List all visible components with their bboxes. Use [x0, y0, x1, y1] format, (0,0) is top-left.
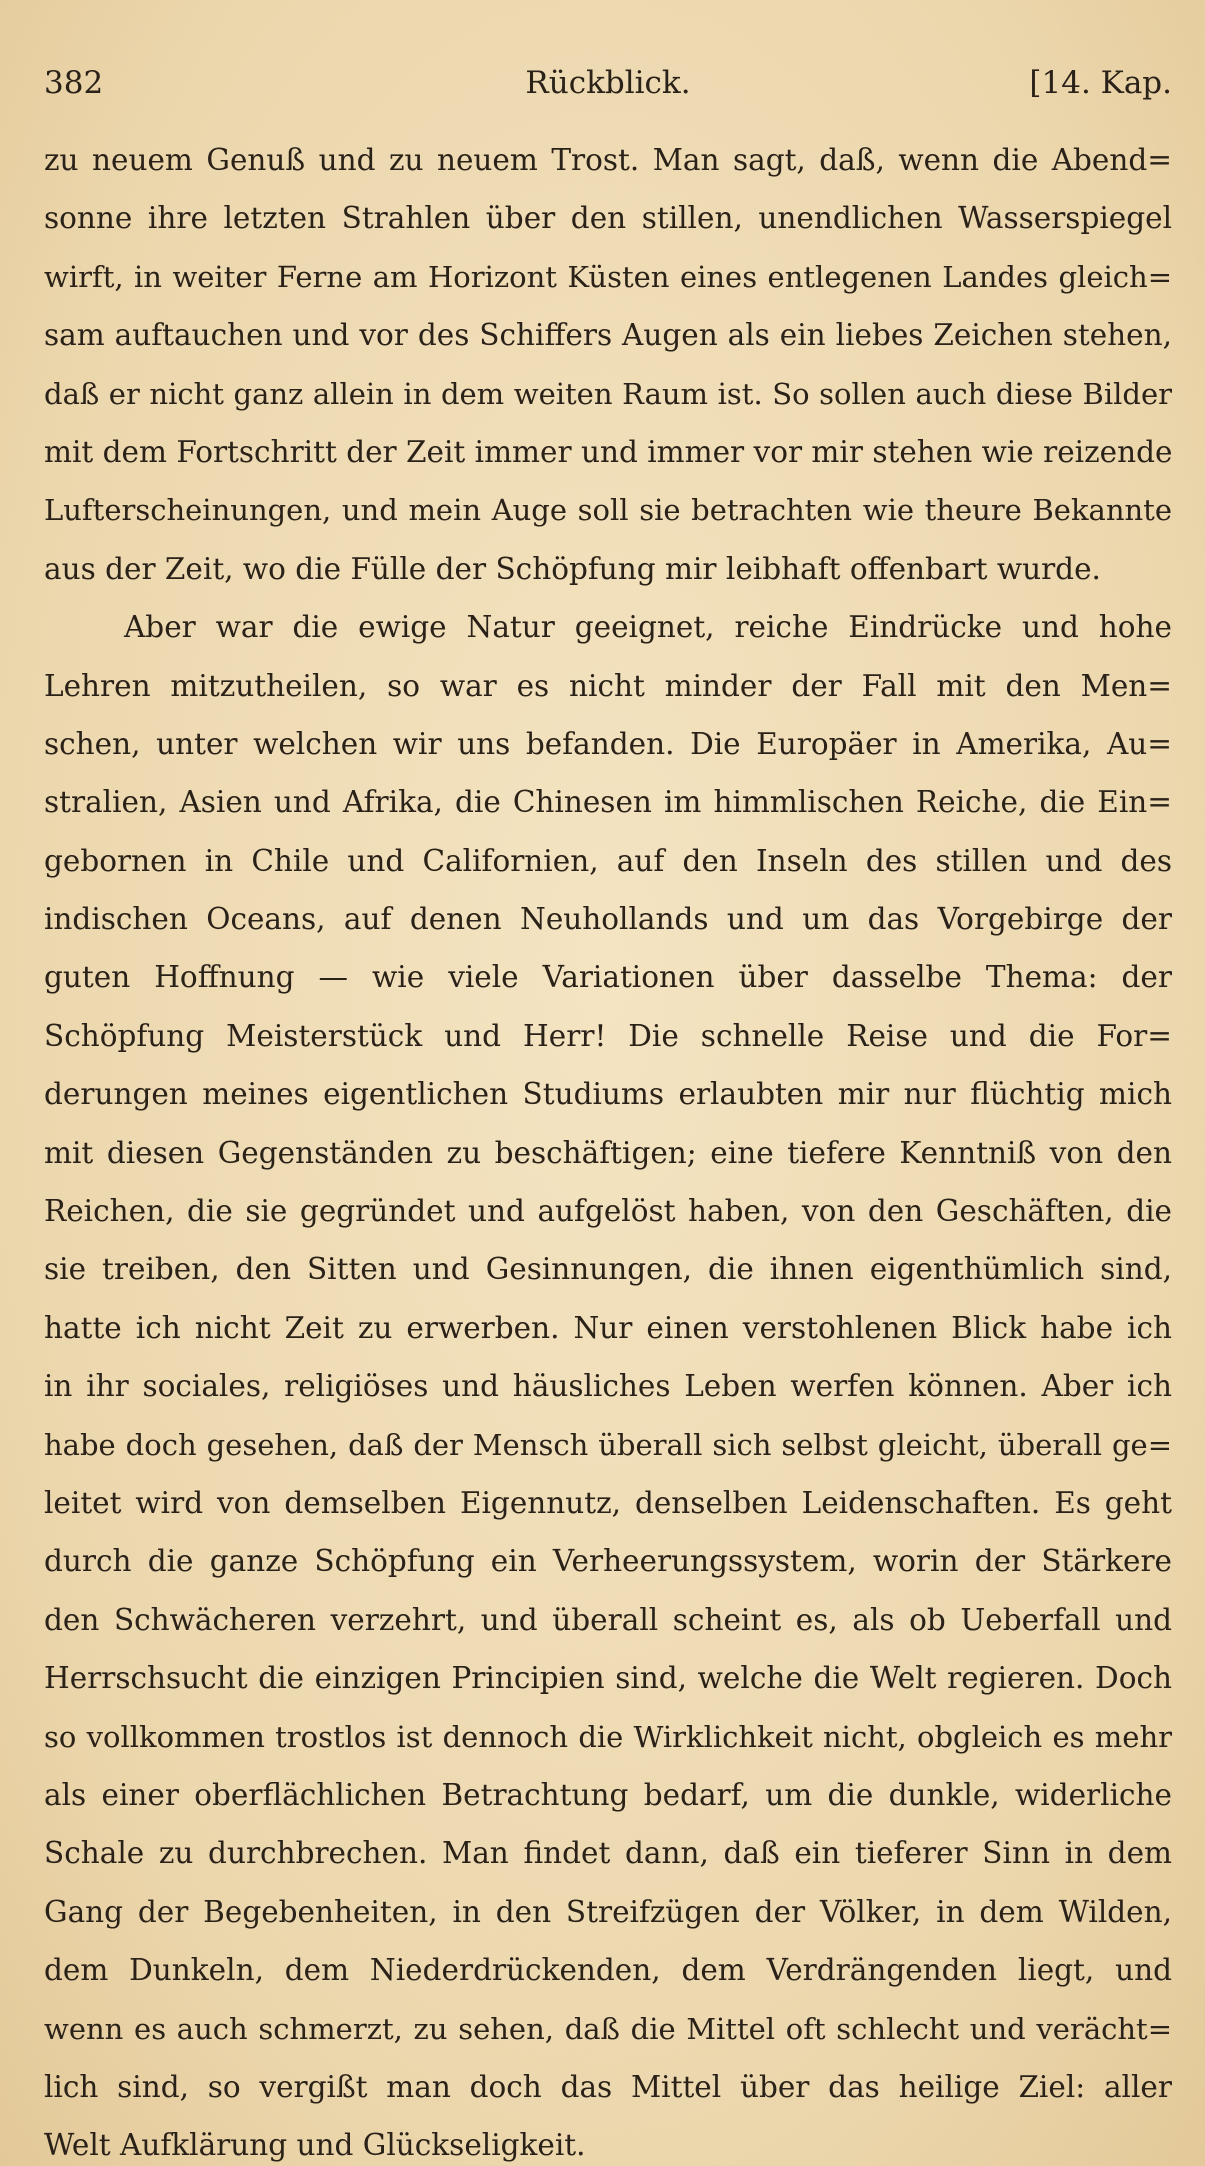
text-line: derungen meines eigentlichen Studiums erlaubten mir nur flüchtig mich	[44, 1077, 1172, 1112]
text-line: Reichen, die sie gegründet und aufgelöst haben, von den Geschäften, die	[44, 1194, 1172, 1229]
text-line: den Schwächeren verzehrt, und überall scheint es, als ob Ueberfall und	[44, 1602, 1172, 1637]
text-line: Schale zu durchbrechen. Man findet dann, daß ein tieferer Sinn in dem	[44, 1836, 1172, 1871]
text-line: sie treiben, den Sitten und Gesinnungen, die ihnen eigenthümlich sind,	[44, 1252, 1172, 1287]
text-line: Aber war die ewige Natur geeignet, reiche Eindrücke und hohe	[124, 610, 1172, 645]
text-line: daß er nicht ganz allein in dem weiten Raum ist. So sollen auch diese Bilder	[44, 376, 1172, 411]
text-line: lich sind, so vergißt man doch das Mittel über das heilige Ziel: aller	[44, 2069, 1172, 2104]
page-header	[44, 58, 1172, 108]
text-line: hatte ich nicht Zeit zu erwerben. Nur einen verstohlenen Blick habe ich	[44, 1310, 1172, 1345]
paragraph-1	[44, 131, 1172, 598]
page-number: 382	[44, 65, 104, 101]
chapter-reference: [14. Kap.	[1029, 65, 1172, 101]
text-line: sonne ihre letzten Strahlen über den stillen, unendlichen Wasserspiegel	[44, 201, 1172, 236]
text-line: guten Hoffnung — wie viele Variationen über dasselbe Thema: der	[44, 960, 1172, 995]
text-line: habe doch gesehen, daß der Mensch überall sich selbst gleicht, überall ge=	[44, 1427, 1172, 1462]
running-title: Rückblick.	[525, 65, 691, 101]
text-line: schen, unter welchen wir uns befanden. Die Europäer in Amerika, Au=	[44, 726, 1172, 761]
text-line: als einer oberflächlichen Betrachtung bedarf, um die dunkle, widerliche	[44, 1777, 1172, 1812]
text-line: Lufterscheinungen, und mein Auge soll sie betrachten wie theure Bekannte	[44, 493, 1172, 528]
text-line: durch die ganze Schöpfung ein Verheerungssystem, worin der Stärkere	[44, 1544, 1172, 1579]
text-line: Herrschsucht die einzigen Principien sind, welche die Welt regieren. Doch	[44, 1661, 1172, 1696]
text-line: mit dem Fortschritt der Zeit immer und immer vor mir stehen wie reizende	[44, 434, 1172, 469]
paragraph-2	[44, 598, 1172, 2166]
text-line: zu neuem Genuß und zu neuem Trost. Man sagt, daß, wenn die Abend=	[44, 143, 1172, 177]
text-line: Schöpfung Meisterstück und Herr! Die schnelle Reise und die For=	[44, 1018, 1172, 1053]
text-line: mit diesen Gegenständen zu beschäftigen; eine tiefere Kenntniß von den	[44, 1135, 1172, 1170]
text-line: so vollkommen trostlos ist dennoch die Wirklichkeit nicht, obgleich es mehr	[44, 1719, 1172, 1754]
text-line: indischen Oceans, auf denen Neuhollands und um das Vorgebirge der	[44, 902, 1172, 937]
text-line: sam auftauchen und vor des Schiffers Augen als ein liebes Zeichen stehen,	[44, 318, 1172, 353]
text-line: dem Dunkeln, dem Niederdrückenden, dem Verdrängenden liegt, und	[44, 1953, 1172, 1988]
text-line: Welt Aufklärung und Glückseligkeit.	[44, 2128, 586, 2163]
text-line: Lehren mitzutheilen, so war es nicht minder der Fall mit den Men=	[44, 668, 1172, 703]
text-line: stralien, Asien und Afrika, die Chinesen im himmlischen Reiche, die Ein=	[44, 785, 1172, 820]
text-line: wenn es auch schmerzt, zu sehen, daß die Mittel oft schlecht und verächt=	[44, 2011, 1172, 2046]
text-line: wirft, in weiter Ferne am Horizont Küsten eines entlegenen Landes gleich=	[44, 259, 1172, 294]
text-line: leitet wird von demselben Eigennutz, denselben Leidenschaften. Es geht	[44, 1485, 1172, 1520]
text-line: aus der Zeit, wo die Fülle der Schöpfung mir leibhaft offenbart wurde.	[44, 551, 1101, 586]
text-line: in ihr sociales, religiöses und häusliches Leben werfen können. Aber ich	[44, 1369, 1172, 1404]
text-line: Gang der Begebenheiten, in den Streifzügen der Völker, in dem Wilden,	[44, 1894, 1172, 1929]
body-text	[44, 131, 1172, 2166]
text-line: gebornen in Chile und Californien, auf den Inseln des stillen und des	[44, 843, 1172, 878]
